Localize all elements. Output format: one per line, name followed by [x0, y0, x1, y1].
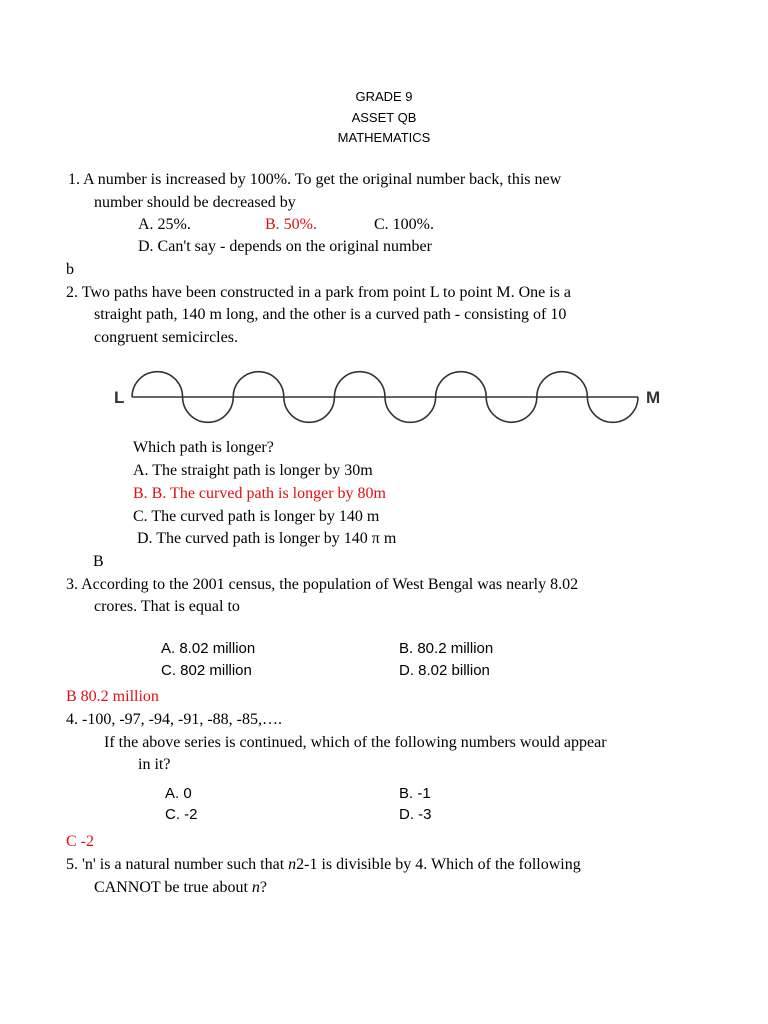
q5-line2: [94, 879, 267, 897]
point-m-label: M: [646, 388, 661, 407]
q1-line2: number should be decreased by: [94, 194, 296, 211]
q5-line2-post: ?: [259, 879, 268, 896]
q3-answer: B 80.2 million: [66, 688, 159, 705]
q2-option-b: B. B. The curved path is longer by 80m: [133, 485, 386, 502]
q5-var-n: n: [288, 856, 297, 873]
q2-option-d: D. The curved path is longer by 140 π m: [137, 530, 397, 547]
q1-line1: 1. A number is increased by 100%. To get the original number back, this new: [68, 171, 562, 188]
q1-answer: b: [66, 261, 74, 278]
q5-line1-post: 2-1 is divisible by 4. Which of the following: [296, 856, 581, 873]
q3-line1: 3. According to the 2001 census, the population of West Bengal was nearly 8.02: [66, 576, 579, 593]
q2-answer: B: [93, 553, 104, 570]
q5-line1-pre: 5. 'n' is a natural number such that: [66, 856, 289, 873]
q1-option-d: D. Can't say - depends on the original number: [138, 238, 432, 255]
q4-line1: 4. -100, -97, -94, -91, -88, -85,….: [66, 711, 282, 728]
q4-option-d: D. -3: [399, 806, 432, 823]
asset-heading: ASSET QB: [351, 110, 417, 125]
q4-option-c: C. -2: [165, 806, 198, 823]
path-diagram: [110, 360, 670, 435]
q4-line3: in it?: [138, 756, 171, 773]
q5-var-n2: n: [251, 879, 260, 896]
q3-option-b: B. 80.2 million: [399, 640, 494, 657]
q4-answer: C -2: [66, 833, 94, 850]
q4-option-b: B. -1: [399, 785, 431, 802]
q3-option-d: D. 8.02 billion: [399, 662, 490, 679]
q1-option-a: A. 25%.: [138, 216, 191, 233]
q2-prompt: Which path is longer?: [133, 439, 274, 456]
q3-line2: crores. That is equal to: [94, 598, 240, 615]
q4-line2: If the above series is continued, which of the following numbers would appear: [104, 734, 607, 751]
q3-option-a: A. 8.02 million: [161, 640, 256, 657]
grade-heading: GRADE 9: [355, 89, 413, 104]
q4-option-a: A. 0: [165, 785, 192, 802]
q2-line2: straight path, 140 m long, and the other is a curved path - consisting of 10: [94, 306, 567, 323]
point-l-label: L: [114, 388, 125, 407]
subject-heading: MATHEMATICS: [337, 130, 431, 145]
q2-line1: 2. Two paths have been constructed in a park from point L to point M. One is a: [66, 284, 571, 301]
q2-option-a: A. The straight path is longer by 30m: [133, 462, 373, 479]
q5-line1: [66, 856, 581, 874]
q3-option-c: C. 802 million: [161, 662, 252, 679]
q1-option-c: C. 100%.: [374, 216, 434, 233]
q2-option-c: C. The curved path is longer by 140 m: [133, 508, 380, 525]
q1-option-b: B. 50%.: [265, 216, 317, 233]
q2-line3: congruent semicircles.: [94, 329, 238, 346]
q5-line2-pre: CANNOT be true about: [94, 879, 252, 896]
